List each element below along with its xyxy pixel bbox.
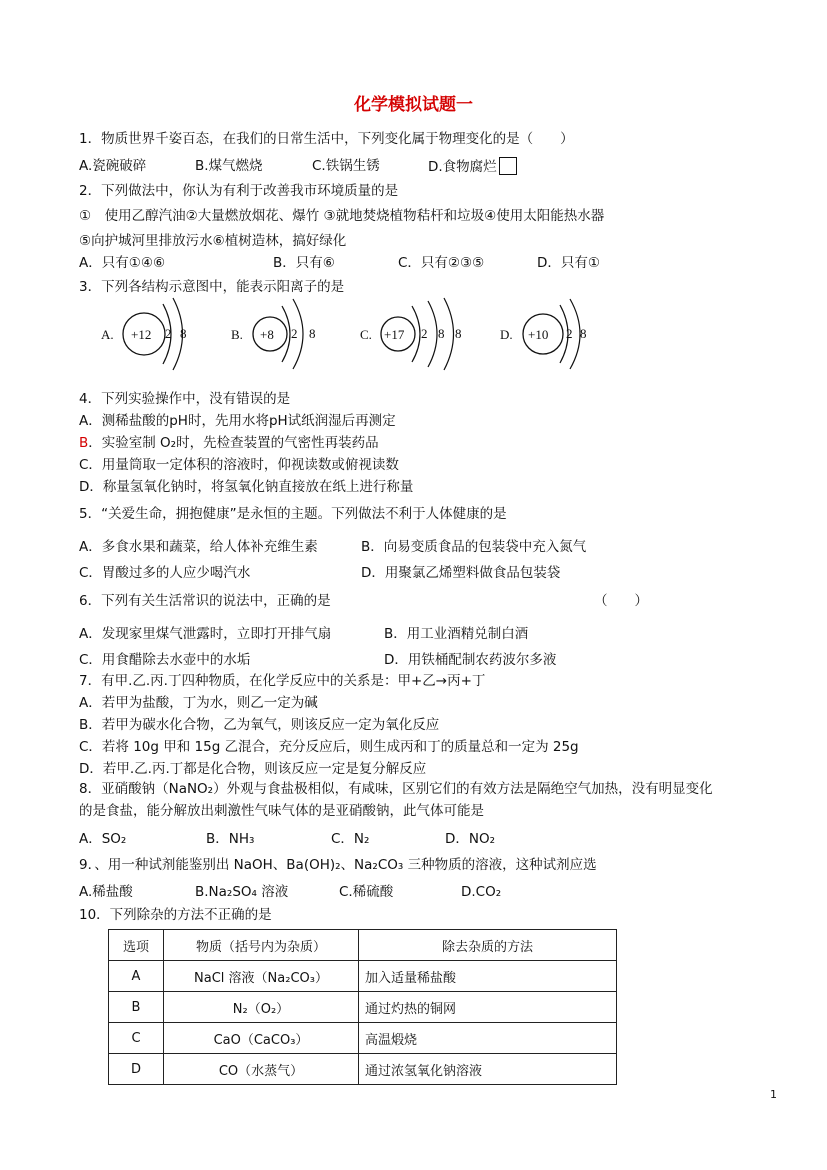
q4-option-b-text: ．实验室制 O₂时，先检查装置的气密性再装药品 xyxy=(88,435,379,451)
table-header-row xyxy=(109,930,617,961)
q10-table xyxy=(108,929,617,1085)
q4-stem: 4．下列实验操作中，没有错误的是 xyxy=(79,391,291,407)
header-substance: 物质（括号内为杂质） xyxy=(164,930,359,961)
atom-c-charge: +17 xyxy=(384,327,405,342)
q8-stem-line2: 的是食盐，能分解放出刺激性气味气体的是亚硝酸钠，此气体可能是 xyxy=(79,803,484,819)
q9-stem: 9．、用一种试剂能鉴别出 NaOH、Ba(OH)₂、Na₂CO₃ 三种物质的溶液，这种试剂应选 xyxy=(79,857,597,873)
q4-option-a: A．测稀盐酸的pH时，先用水将pH试纸润湿后再测定 xyxy=(79,413,396,429)
atom-a-letter: A. xyxy=(101,327,114,342)
q7-option-c: C．若将 10g 甲和 15g 乙混合，充分反应后，则生成丙和丁的质量总和一定为 25g xyxy=(79,739,579,755)
q4-option-b xyxy=(79,434,379,452)
q5-option-b: B．向易变质食品的包装袋中充入氮气 xyxy=(361,539,587,555)
q2-stem: 2．下列做法中，你认为有利于改善我市环境质量的是 xyxy=(79,183,399,199)
row-method: 加入适量稀盐酸 xyxy=(359,961,617,992)
q5-option-c: C．胃酸过多的人应少喝汽水 xyxy=(79,565,251,581)
q1-stem: 1．物质世界千姿百态，在我们的日常生活中，下列变化属于物理变化的是（ ） xyxy=(79,131,574,147)
q4-option-d: D．称量氢氧化钠时，将氢氧化钠直接放在纸上进行称量 xyxy=(79,479,414,495)
q2-option-d: D．只有① xyxy=(537,255,600,271)
q6-stem: 6．下列有关生活常识的说法中，正确的是 xyxy=(79,593,331,609)
q9-option-c: C.稀硫酸 xyxy=(339,884,394,900)
q2-option-b: B．只有⑥ xyxy=(273,255,335,271)
atom-c-e1: 2 xyxy=(421,326,428,341)
row-method: 通过灼热的铜网 xyxy=(359,992,617,1023)
table-row xyxy=(109,992,617,1023)
atom-d-charge: +10 xyxy=(528,327,549,342)
atom-a-e1: 2 xyxy=(165,326,172,341)
atom-c-shell-1 xyxy=(412,306,420,362)
atom-d-e2: 8 xyxy=(580,326,587,341)
atom-c-letter: C. xyxy=(360,327,372,342)
q2-option-a: A．只有①④⑥ xyxy=(79,255,166,271)
atom-c-e3: 8 xyxy=(455,326,462,341)
q5-stem: 5．“关爱生命，拥抱健康”是永恒的主题。下列做法不利于人体健康的是 xyxy=(79,506,507,522)
q5-option-d: D．用聚氯乙烯塑料做食品包装袋 xyxy=(361,565,561,581)
row-option: A xyxy=(109,961,164,992)
header-option: 选项 xyxy=(109,930,164,961)
atom-d-e1: 2 xyxy=(566,326,573,341)
exam-title: 化学模拟试题一 xyxy=(354,95,473,115)
row-option: C xyxy=(109,1023,164,1054)
q8-option-b: B．NH₃ xyxy=(206,831,255,847)
row-substance: NaCl 溶液（Na₂CO₃） xyxy=(164,961,359,992)
q6-option-d: D．用铁桶配制农药波尔多液 xyxy=(384,652,557,668)
atom-b-charge: +8 xyxy=(260,327,274,342)
atom-a-charge: +12 xyxy=(131,327,152,342)
atom-d-letter: D. xyxy=(500,327,513,342)
atom-c-shell-3 xyxy=(444,298,454,370)
q8-option-d: D．NO₂ xyxy=(445,831,496,847)
page-number: 1 xyxy=(770,1088,777,1101)
q1-option-b: B.煤气燃烧 xyxy=(195,158,263,174)
q7-stem: 7．有甲.乙.丙.丁四种物质，在化学反应中的关系是：甲+乙→丙+丁 xyxy=(79,673,486,689)
q4-option-b-letter: B xyxy=(79,435,89,451)
q2-line1: ① 使用乙醇汽油②大量燃放烟花、爆竹 ③就地焚烧植物秸杆和垃圾④使用太阳能热水器 xyxy=(79,208,605,224)
q4-option-c: C．用量筒取一定体积的溶液时，仰视读数或俯视读数 xyxy=(79,457,399,473)
atom-b-e2: 8 xyxy=(309,326,316,341)
q1-option-c: C.铁锅生锈 xyxy=(312,158,380,174)
q6-answer-paren: （ ） xyxy=(594,593,648,609)
atom-b-letter: B. xyxy=(231,327,243,342)
q2-option-c: C．只有②③⑤ xyxy=(398,255,485,271)
row-method: 通过浓氢氧化钠溶液 xyxy=(359,1054,617,1085)
q8-stem-line1: 8．亚硝酸钠（NaNO₂）外观与食盐极相似，有咸味，区别它们的有效方法是隔绝空气加热，没有明显变化 xyxy=(79,781,713,797)
row-option: B xyxy=(109,992,164,1023)
row-substance: N₂（O₂） xyxy=(164,992,359,1023)
q9-option-b: B.Na₂SO₄ 溶液 xyxy=(195,884,289,900)
q5-option-a: A．多食水果和蔬菜，给人体补充维生素 xyxy=(79,539,318,555)
atom-b-e1: 2 xyxy=(291,326,298,341)
q7-option-a: A．若甲为盐酸，丁为水，则乙一定为碱 xyxy=(79,695,318,711)
q6-option-a: A．发现家里煤气泄露时，立即打开排气扇 xyxy=(79,626,332,642)
q7-option-b: B．若甲为碳水化合物，乙为氧气，则该反应一定为氧化反应 xyxy=(79,717,440,733)
atom-a-e2: 8 xyxy=(180,326,187,341)
q9-option-a: A.稀盐酸 xyxy=(79,884,133,900)
row-method: 高温煅烧 xyxy=(359,1023,617,1054)
row-substance: CaO（CaCO₃） xyxy=(164,1023,359,1054)
table-row xyxy=(109,1054,617,1085)
q6-option-c: C．用食醋除去水壶中的水垢 xyxy=(79,652,251,668)
q2-line2: ⑤向护城河里排放污水⑥植树造林，搞好绿化 xyxy=(79,233,347,249)
q10-stem: 10．下列除杂的方法不正确的是 xyxy=(79,907,272,923)
atom-b-shell-1 xyxy=(282,306,290,362)
table-row xyxy=(109,961,617,992)
q3-stem: 3．下列各结构示意图中，能表示阳离子的是 xyxy=(79,279,345,295)
q6-option-b: B．用工业酒精兑制白酒 xyxy=(384,626,529,642)
row-substance: CO（水蒸气） xyxy=(164,1054,359,1085)
row-option: D xyxy=(109,1054,164,1085)
q8-option-a: A．SO₂ xyxy=(79,831,127,847)
q7-option-d: D．若甲.乙.丙.丁都是化合物，则该反应一定是复分解反应 xyxy=(79,761,427,777)
atom-c-shell-2 xyxy=(428,301,437,367)
q8-option-c: C．N₂ xyxy=(331,831,370,847)
q1-option-a: A.瓷碗破碎 xyxy=(79,158,147,174)
table-row xyxy=(109,1023,617,1054)
atom-c-e2: 8 xyxy=(438,326,445,341)
q1-option-d-text: D.食物腐烂 xyxy=(428,159,497,175)
q9-option-d: D.CO₂ xyxy=(461,884,502,900)
header-method: 除去杂质的方法 xyxy=(359,930,617,961)
